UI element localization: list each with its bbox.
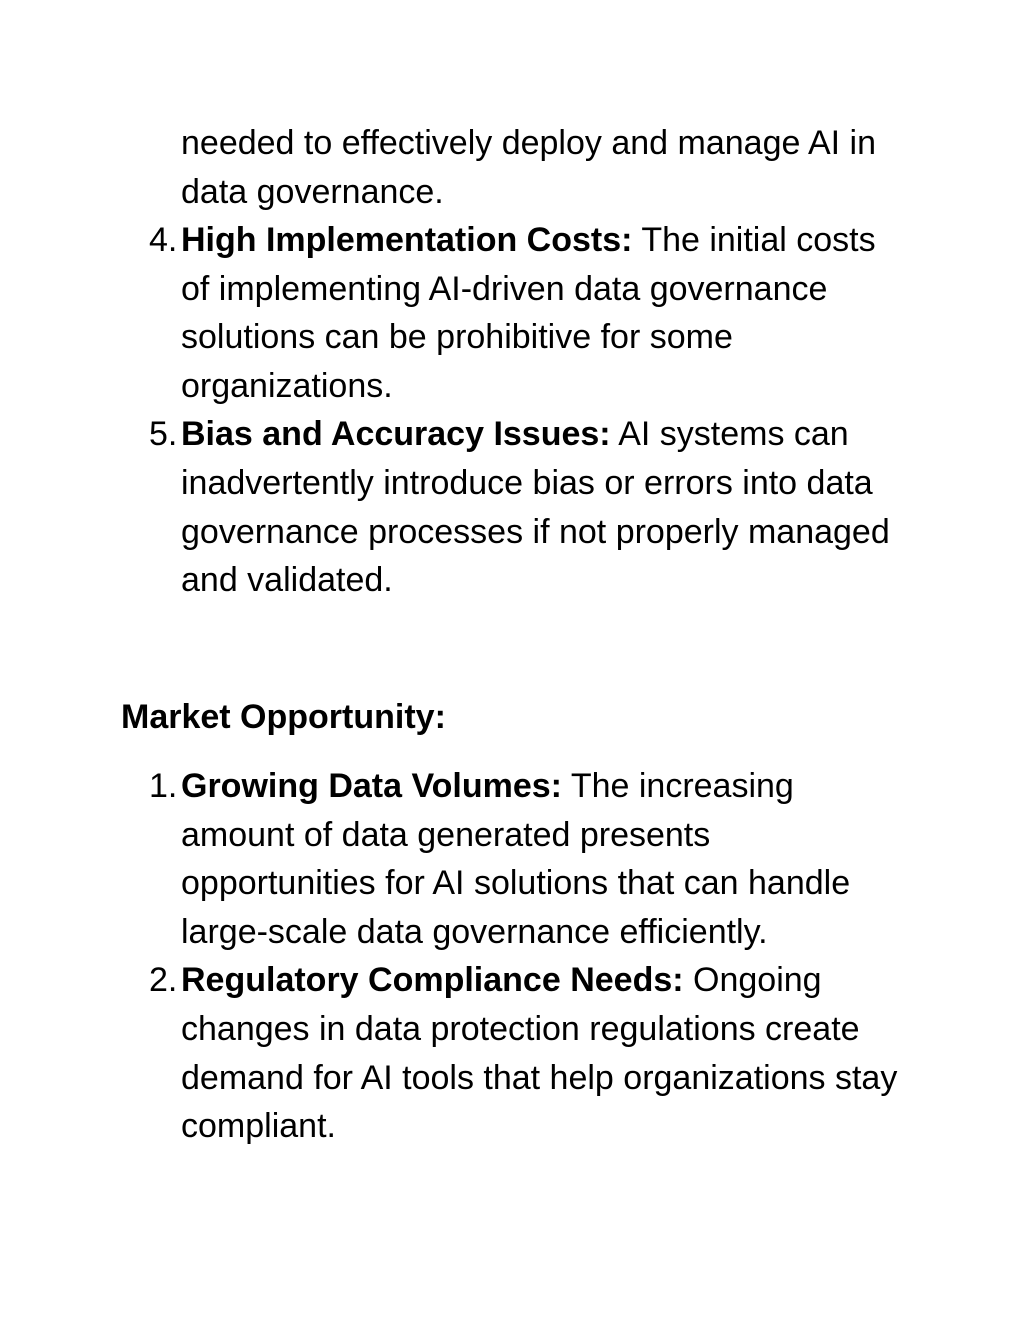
list-item-text: The increasing amount of data generated presents opportunities for AI solutions that can handle large-scale data governance efficiently. (181, 767, 851, 951)
challenges-list (0, 216, 911, 605)
list-item (149, 216, 911, 410)
list-item-number: 2. (149, 961, 178, 1000)
list-item (149, 956, 911, 1150)
list-item (149, 762, 911, 956)
list-item-heading: Regulatory Compliance Needs: (181, 961, 684, 1000)
list-item-number: 4. (149, 221, 178, 259)
list-item-heading: Bias and Accuracy Issues: (181, 415, 611, 454)
section-title: Market Opportunity: (121, 698, 446, 736)
list-item-text: Ongoing changes in data protection regulations create demand for AI tools that help organizations stay compliant. (181, 961, 898, 1146)
list-item-number: 5. (149, 415, 178, 454)
list-item (149, 410, 911, 604)
list-item-heading: High Implementation Costs: (181, 221, 633, 259)
continuation-block (0, 119, 911, 216)
continuation-paragraph (181, 119, 911, 216)
list-item-text: The initial costs of implementing AI-driven data governance solutions can be prohibitive for some organizations. (181, 221, 876, 405)
list-item-text: AI systems can inadvertently introduce bias or errors into data governance processes if not properly managed and validated. (181, 415, 890, 600)
continuation-text: needed to effectively deploy and manage AI in data governance. (181, 124, 876, 211)
list-item-number: 1. (149, 767, 178, 805)
market-opportunity-list (0, 762, 911, 1151)
list-item-heading: Growing Data Volumes: (181, 767, 562, 805)
